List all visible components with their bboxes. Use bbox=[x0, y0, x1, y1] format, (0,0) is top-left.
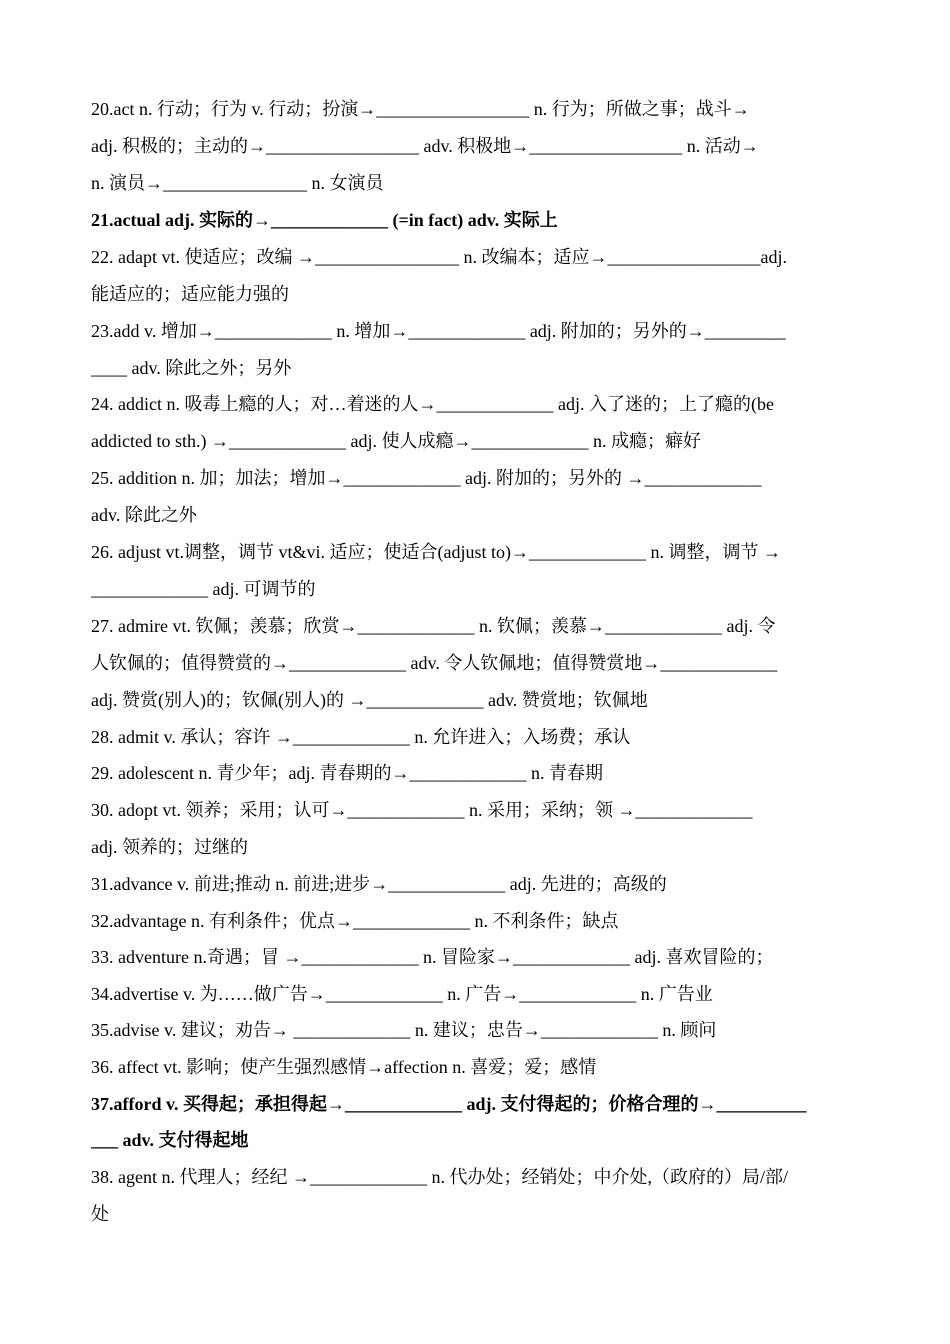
text-line: 22. adapt vt. 使适应；改编 →________________ n. 改编本；适应→_________________adj. bbox=[91, 247, 787, 267]
text-line: 32.advantage n. 有利条件；优点→_____________ n. 不利条件；缺点 bbox=[91, 911, 619, 931]
text-line: addicted to sth.) →_____________ adj. 使人成瘾→_____________ n. 成瘾；癖好 bbox=[91, 431, 701, 451]
text-line: 34.advertise v. 为……做广告→_____________ n. 广告→_____________ n. 广告业 bbox=[91, 984, 713, 1004]
text-line: 36. affect vt. 影响；使产生强烈感情→affection n. 喜爱；爱；感情 bbox=[91, 1057, 597, 1077]
text-line: 38. agent n. 代理人；经纪 →_____________ n. 代办处；经销处；中介处,（政府的）局/部/ bbox=[91, 1167, 788, 1187]
text-line: 27. admire vt. 钦佩；羡慕；欣赏→_____________ n. 钦佩；羡慕→_____________ adj. 令 bbox=[91, 616, 776, 636]
text-line: _____________ adj. 可调节的 bbox=[91, 579, 316, 599]
text-line: 33. adventure n.奇遇；冒 →_____________ n. 冒险家→_____________ adj. 喜欢冒险的； bbox=[91, 947, 774, 967]
text-line: 处 bbox=[91, 1204, 109, 1224]
text-line: 31.advance v. 前进;推动 n. 前进;进步→_____________ adj. 先进的；高级的 bbox=[91, 874, 667, 894]
text-line: adj. 领养的；过继的 bbox=[91, 837, 248, 857]
text-line: n. 演员→________________ n. 女演员 bbox=[91, 173, 384, 193]
text-line: adj. 赞赏(别人)的；钦佩(别人)的 →_____________ adv. 赞赏地；钦佩地 bbox=[91, 690, 648, 710]
text-line: 能适应的；适应能力强的 bbox=[91, 284, 289, 304]
text-line: 24. addict n. 吸毒上瘾的人；对…着迷的人→_____________ adj. 入了迷的；上了瘾的(be bbox=[91, 394, 774, 414]
text-line: 21.actual adj. 实际的→_____________ (=in fact) adv. 实际上 bbox=[91, 210, 558, 230]
text-line: 人钦佩的；值得赞赏的→_____________ adv. 令人钦佩地；值得赞赏地→_____________ bbox=[91, 653, 778, 673]
text-line: 30. adopt vt. 领养；采用；认可→_____________ n. 采用；采纳；领 →_____________ bbox=[91, 800, 753, 820]
text-line: 37.afford v. 买得起；承担得起→_____________ adj. 支付得起的；价格合理的→__________ bbox=[91, 1094, 807, 1114]
text-line: 23.add v. 增加→_____________ n. 增加→_____________ adj. 附加的；另外的→_________ bbox=[91, 321, 786, 341]
text-line: 26. adjust vt.调整，调节 vt&vi. 适应；使适合(adjust to)→_____________ n. 调整，调节 → bbox=[91, 542, 781, 562]
text-line: ___ adv. 支付得起地 bbox=[91, 1130, 249, 1150]
text-line: 28. admit v. 承认；容许 →_____________ n. 允许进入；入场费；承认 bbox=[91, 727, 631, 747]
text-line: adv. 除此之外 bbox=[91, 505, 197, 525]
text-line: 25. addition n. 加；加法；增加→_____________ adj. 附加的；另外的 →_____________ bbox=[91, 468, 762, 488]
text-line: 29. adolescent n. 青少年；adj. 青春期的→_____________ n. 青春期 bbox=[91, 763, 603, 783]
text-line: ____ adv. 除此之外；另外 bbox=[91, 358, 292, 378]
text-line: 35.advise v. 建议；劝告→ _____________ n. 建议；忠告→_____________ n. 顾问 bbox=[91, 1020, 717, 1040]
text-line: 20.act n. 行动；行为 v. 行动；扮演→_________________ n. 行为；所做之事；战斗→ bbox=[91, 99, 750, 119]
text-line: adj. 积极的；主动的→_________________ adv. 积极地→_________________ n. 活动→ bbox=[91, 136, 759, 156]
